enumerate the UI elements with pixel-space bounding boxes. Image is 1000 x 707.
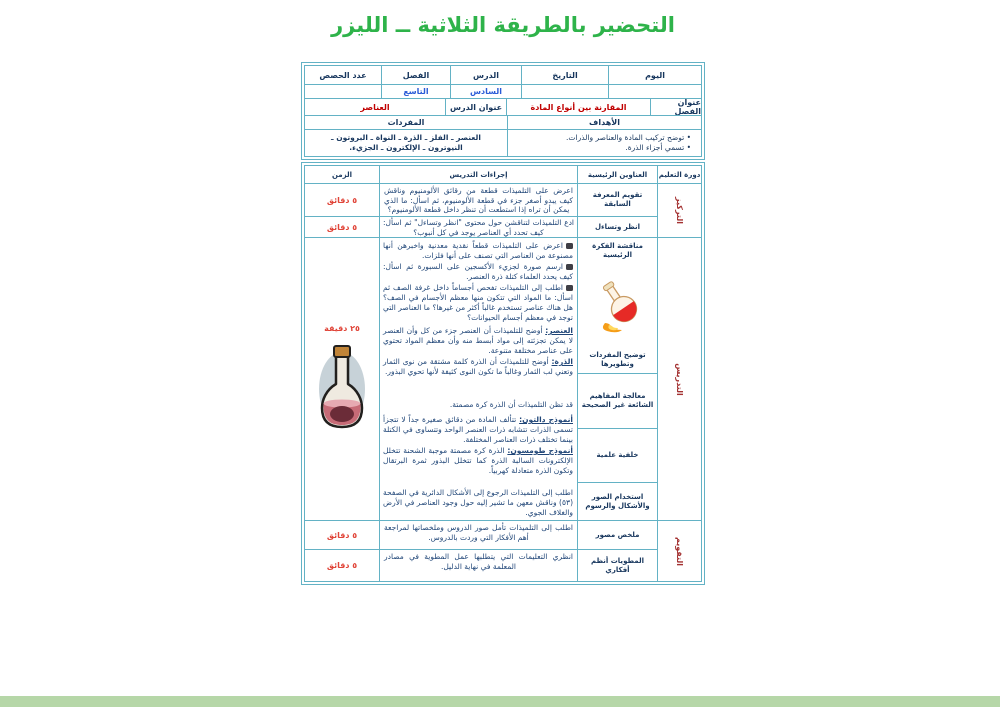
lesson-label: الدرس <box>451 66 521 84</box>
objectives-label: الأهداف <box>508 116 701 129</box>
cycle-focus-cell <box>658 184 701 237</box>
cycle-assess-label: التقويم <box>675 536 684 566</box>
procedure-paragraph: اطلب إلى التلميذات الرجوع إلى الأشكال الدائرية في الصفحة (٥٣) وناقش معهن ما تشير إليه حول وجود العناصر في الأرض والغلاف الجوي. <box>383 488 573 517</box>
info-table <box>301 62 705 160</box>
time-foldables: ٥ دقائق <box>305 550 379 581</box>
topic-using-pictures: استخدام الصور والأشكال والرسوم <box>578 483 657 520</box>
unit-title-label: عنوان الفصل <box>651 99 701 115</box>
objectives-vocab-header-row <box>305 116 701 129</box>
topic-main-idea: مناقشة الفكرة الرئيسية <box>592 242 643 259</box>
procedure-paragraph: الذرة: أوضح للتلميذات أن الذرة كلمة مشتقة من نوى الثمار وتعني لب الثمار وغالباً ما تكون النوى كثيفة لأنها تحوي البذور. <box>383 357 573 376</box>
procedure-paragraph: قد تظن التلميذات أن الذرة كرة مصمتة. <box>449 400 573 409</box>
main-time-cell <box>305 238 379 520</box>
vocabulary-list: العنصر ـ الفلز ـ الذرة ـ النواة ـ البروتون ـ النيوترون ـ الإلكترون ـ الجزيء. <box>305 130 507 156</box>
cycle-header: دورة التعليم <box>658 166 701 183</box>
topic-vocabulary-development: توضيح المفردات وتطويرها <box>589 351 646 368</box>
procedure-prior-knowledge: اعرض على التلميذات قطعة من رقائق الألومنيوم وناقش كيف يبدو أصغر جزء في قطعة الألومنيوم، ثم اسأل: ما الذي يمكن أن تراه إذا استطعت أن تنظر داخل قطعة الألومنيوم؟ <box>380 184 577 216</box>
procedures-header: إجراءات التدريس <box>380 166 577 183</box>
procedure-paragraph: اعرض على التلميذات قطعاً نقدية معدنية واخبرهن أنها مصنوعة من العناصر التي تصنف على أنها فلزات. <box>383 241 573 260</box>
flask-with-cork-icon <box>317 342 367 430</box>
unit-title-value: المقارنة بين أنواع المادة <box>507 99 650 115</box>
activity-bullet-icon <box>566 264 573 270</box>
info-values-row <box>305 85 701 98</box>
topic-look-and-wonder: انظر وتساءل <box>578 217 657 237</box>
activity-bullet-icon <box>566 285 573 291</box>
date-value-cell <box>522 85 608 98</box>
vocabulary-label: المفردات <box>305 116 507 129</box>
time-look-and-wonder: ٥ دقائق <box>305 217 379 237</box>
lesson-title-label: عنوان الدرس <box>446 99 506 115</box>
procedure-paragraph: اطلب إلى التلميذات تفحص أجساماً داخل غرفة الصف ثم اسأل: ما المواد التي تتكون منها معظم الأجسام في الصف؟ هل هناك عناصر تستخدم غالباً أكثر من غيرها؟ ما العناصر التي توجد في معظم أجسام الحيوانات؟ <box>383 283 573 322</box>
date-label: التاريخ <box>522 66 608 84</box>
class-label: الفصل <box>382 66 450 84</box>
footer-accent-bar <box>0 696 1000 707</box>
cycle-teach-label: التدريس <box>675 362 684 396</box>
info-table-inner <box>304 65 702 157</box>
lesson-plan-grid <box>304 165 702 582</box>
objectives-list <box>508 130 701 156</box>
lesson-title-value: العناصر <box>305 99 445 115</box>
page-title: التحضير بالطريقة الثلاثية ــ الليزر <box>331 13 675 37</box>
topic-main-idea-cell <box>578 238 657 373</box>
objectives-vocab-content-row <box>305 130 701 156</box>
time-picture-summary: ٥ دقائق <box>305 521 379 549</box>
topic-prior-knowledge: تقويم المعرفة السابقة <box>578 184 657 216</box>
objective-item: • توضح تركيب المادة والعناصر والذرات. <box>566 133 691 143</box>
objective-item: • تسمي أجزاء الذرة. <box>625 143 691 153</box>
procedure-paragraph: ارسم صورة لجزيء الأكسجين على السبورة ثم اسأل: كيف يحدد العلماء كتلة ذرة العنصر. <box>383 262 573 281</box>
lesson-value: السادس <box>451 85 521 98</box>
procedure-paragraph: أنموذج طومسون: الذرة كرة مصمتة موجبة الشحنة تتخلل الإلكترونات السالبة الذرة كما تتخلل البذور ثمرة البرتقال وتكون الذرة متعادلة كهربياً. <box>383 446 573 475</box>
topics-header: العناوين الرئيسية <box>578 166 657 183</box>
main-topics-column <box>578 238 657 520</box>
procedure-paragraph: أنموذج دالتون: تتألف المادة من دقائق صغيرة جداً لا تتجزأ تسمى الذرات تتشابه ذرات العنصر الواحد وتتساوى في الكتلة بينما تختلف ذرات العناصر المختلفة. <box>383 415 573 444</box>
time-header: الزمن <box>305 166 379 183</box>
periods-label: عدد الحصص <box>305 66 381 84</box>
lesson-plan-table <box>301 162 705 585</box>
topic-misconceptions: معالجة المفاهيم الشائعة غير الصحيحة <box>578 374 657 428</box>
cycle-assess-cell <box>658 521 701 581</box>
topic-picture-summary: ملخص مصور <box>578 521 657 549</box>
topic-science-background: خلفية علمية <box>578 429 657 482</box>
class-value: التاسع <box>382 85 450 98</box>
main-procedures-cell <box>380 238 577 520</box>
procedure-look-and-wonder: ادع التلميذات لتناقشن حول محتوى "انظر وتساءل" ثم اسأل: كيف تحدد أي العناصر يوجد في كل أنبوب؟ <box>380 217 577 237</box>
cycle-teach-cell <box>658 238 701 520</box>
day-value-cell <box>609 85 701 98</box>
procedure-foldables: انظري التعليمات التي يتطلبها عمل المطوية في مصادر المعلمة في نهاية الدليل. <box>380 550 577 581</box>
main-time-value: ٢٥ دقيقة <box>324 324 360 333</box>
titles-row <box>305 99 701 115</box>
periods-value-cell <box>305 85 381 98</box>
time-prior-knowledge: ٥ دقائق <box>305 184 379 216</box>
info-header-row <box>305 66 701 84</box>
activity-bullet-icon <box>566 243 573 249</box>
topic-foldables: المطويات أنظم أفكاري <box>578 550 657 581</box>
cycle-focus-label: التركيز <box>675 197 685 224</box>
flask-over-flame-icon <box>591 279 645 333</box>
procedure-paragraph: العنصر: أوضح للتلميذات أن العنصر جزء من كل وأن العنصر لا يمكن تجزئته إلى مواد أبسط منه وأن معظم المواد تحتوي على عناصر مختلفة متنوعة. <box>383 326 573 355</box>
day-label: اليوم <box>609 66 701 84</box>
procedure-picture-summary: اطلب إلى التلميذات تأمل صور الدروس وملخصاتها لمراجعة أهم الأفكار التي وردت بالدروس. <box>380 521 577 549</box>
